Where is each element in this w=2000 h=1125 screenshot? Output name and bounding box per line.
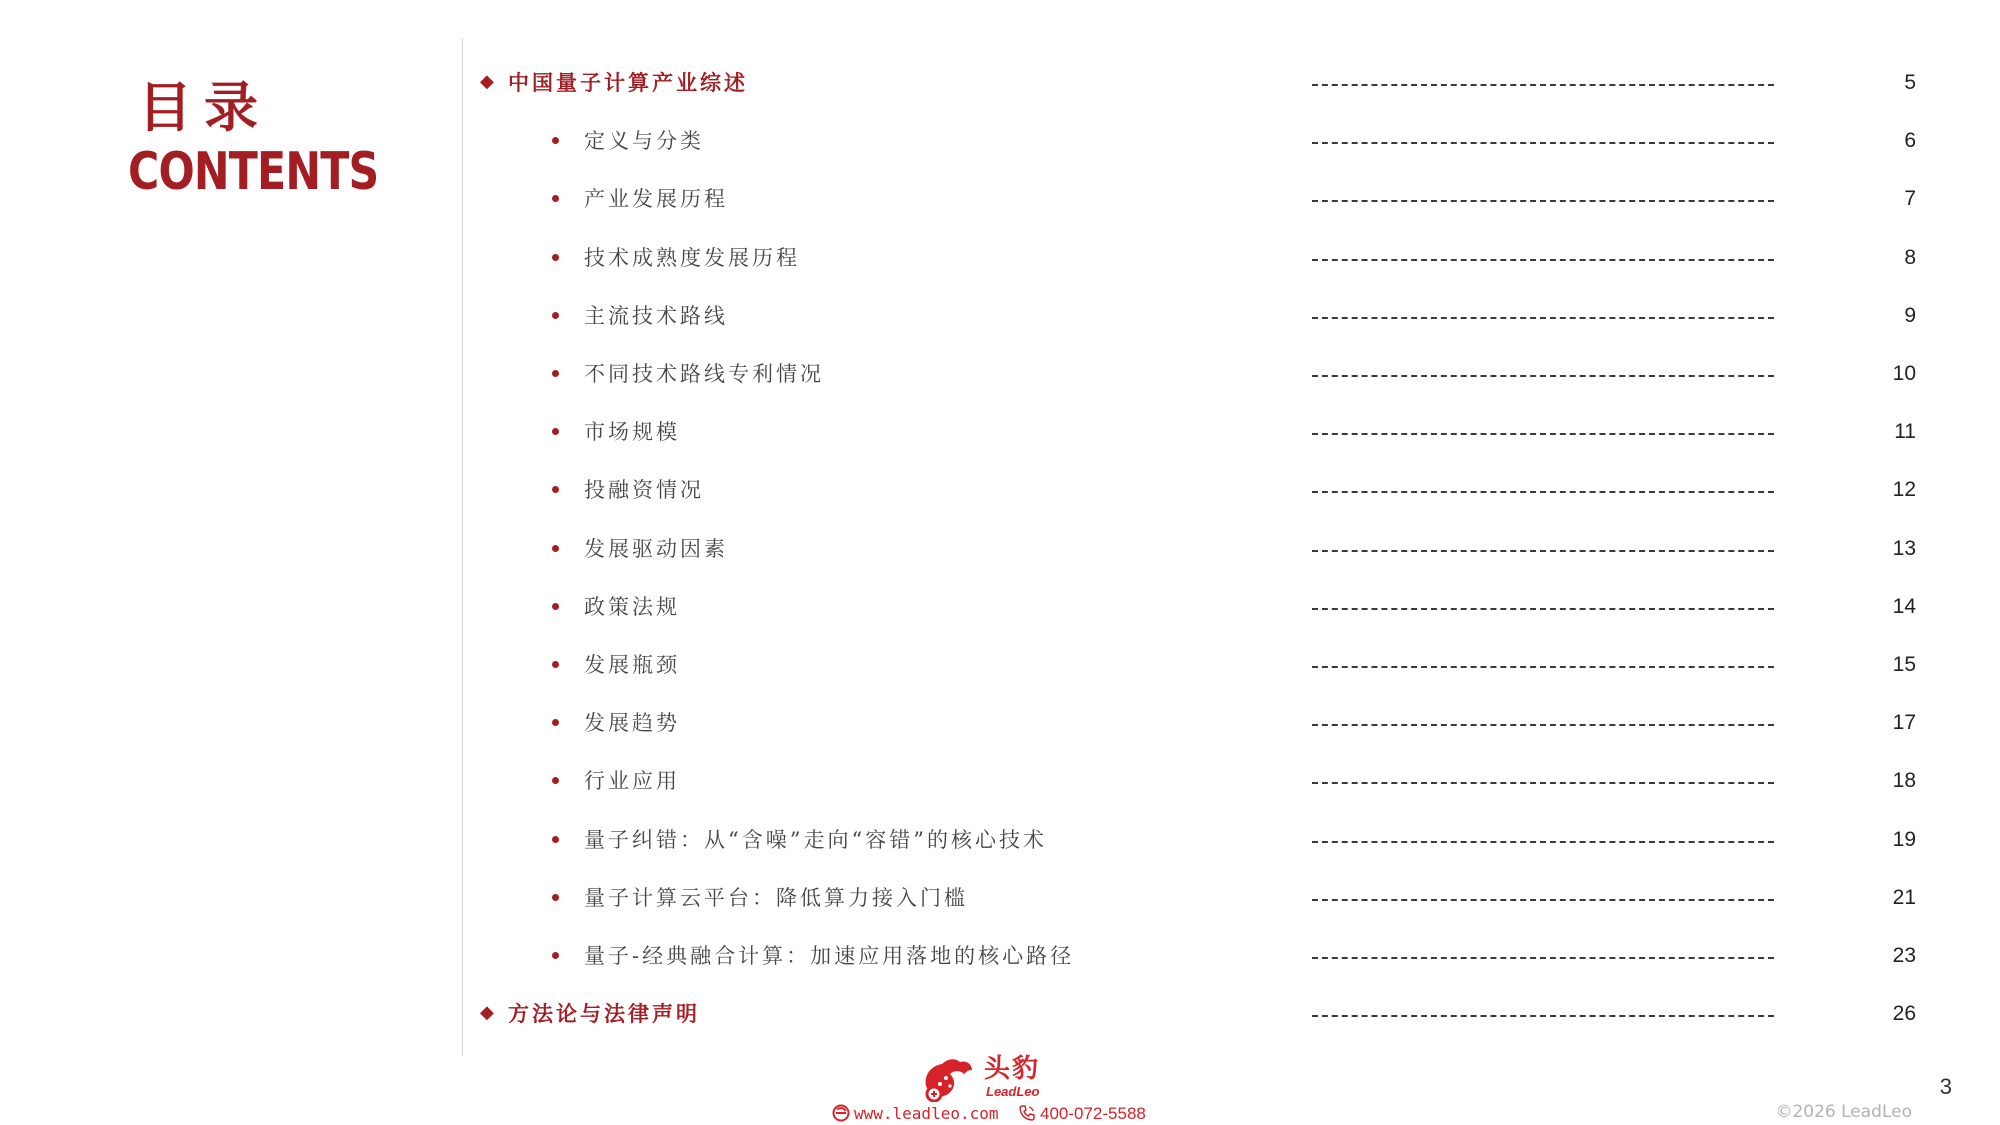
- bullet-dot-icon: [552, 661, 559, 668]
- toc-item[interactable]: [0, 592, 2000, 632]
- toc-label: 定义与分类: [584, 129, 704, 153]
- bullet-dot-icon: [552, 836, 559, 843]
- toc-page-number: 21: [1892, 886, 1916, 909]
- toc-page-number: 23: [1892, 944, 1916, 967]
- toc-section[interactable]: [0, 68, 2000, 108]
- toc-item[interactable]: [0, 243, 2000, 283]
- toc-page-number: 12: [1892, 478, 1916, 501]
- leadleo-logo: [920, 1052, 1050, 1104]
- dotted-leader: [1312, 666, 1774, 668]
- toc-item[interactable]: [0, 359, 2000, 399]
- toc-label: 主流技术路线: [584, 304, 728, 328]
- toc-item[interactable]: [0, 708, 2000, 748]
- dotted-leader: [1312, 259, 1774, 261]
- dotted-leader: [1312, 841, 1774, 843]
- toc-page-number: 13: [1892, 537, 1916, 560]
- bullet-dot-icon: [552, 603, 559, 610]
- browser-e-icon: [832, 1104, 850, 1122]
- toc-item[interactable]: [0, 475, 2000, 515]
- toc-page-number: 11: [1894, 420, 1916, 443]
- toc-page-number: 26: [1892, 1002, 1916, 1025]
- copyright-text: ©2026 LeadLeo: [1775, 1102, 1912, 1122]
- toc-page-number: 6: [1904, 129, 1916, 152]
- bullet-dot-icon: [552, 195, 559, 202]
- toc-label: 量子计算云平台：降低算力接入门槛: [584, 886, 968, 910]
- bullet-dot-icon: [552, 952, 559, 959]
- dotted-leader: [1312, 375, 1774, 377]
- toc-page-number: 9: [1904, 304, 1916, 327]
- toc-page-number: 17: [1892, 711, 1916, 734]
- dotted-leader: [1312, 724, 1774, 726]
- bullet-dot-icon: [552, 254, 559, 261]
- toc-page-number: 10: [1892, 362, 1916, 385]
- toc-item[interactable]: [0, 126, 2000, 166]
- toc-label: 投融资情况: [584, 478, 704, 502]
- toc-label: 政策法规: [584, 595, 680, 619]
- toc-item[interactable]: [0, 417, 2000, 457]
- dotted-leader: [1312, 608, 1774, 610]
- logo-text-zh: 头豹: [984, 1054, 1041, 1084]
- toc-page-number: 7: [1904, 187, 1916, 210]
- bullet-dot-icon: [552, 894, 559, 901]
- bullet-dot-icon: [552, 312, 559, 319]
- diamond-icon: ◆: [480, 71, 494, 92]
- bullet-dot-icon: [552, 137, 559, 144]
- toc-label: 量子-经典融合计算：加速应用落地的核心路径: [584, 944, 1075, 968]
- bullet-dot-icon: [552, 719, 559, 726]
- bullet-dot-icon: [552, 428, 559, 435]
- toc-label: 发展瓶颈: [584, 653, 680, 677]
- dotted-leader: [1312, 433, 1774, 435]
- toc-label: 产业发展历程: [584, 187, 728, 211]
- toc-label: 行业应用: [584, 769, 680, 793]
- bullet-dot-icon: [552, 370, 559, 377]
- toc-page-number: 15: [1892, 653, 1916, 676]
- dotted-leader: [1312, 550, 1774, 552]
- toc-item[interactable]: [0, 825, 2000, 865]
- dotted-leader: [1312, 142, 1774, 144]
- toc-page-number: 19: [1892, 828, 1916, 851]
- bullet-dot-icon: [552, 486, 559, 493]
- toc-item[interactable]: [0, 301, 2000, 341]
- toc-label: 不同技术路线专利情况: [584, 362, 824, 386]
- phone-icon: [1018, 1104, 1036, 1122]
- toc-label: 中国量子计算产业综述: [508, 70, 748, 95]
- toc-page-number: 8: [1904, 246, 1916, 269]
- toc-page-number: 18: [1892, 769, 1916, 792]
- logo-text-en: LeadLeo: [986, 1084, 1040, 1099]
- dotted-leader: [1312, 1015, 1774, 1017]
- dotted-leader: [1312, 899, 1774, 901]
- website-link[interactable]: [832, 1104, 999, 1125]
- toc-label: 量子纠错：从“含噪”走向“容错”的核心技术: [584, 828, 1047, 852]
- toc-label: 市场规模: [584, 420, 680, 444]
- diamond-icon: ◆: [480, 1002, 494, 1023]
- toc-label: 发展趋势: [584, 711, 680, 735]
- phone-link[interactable]: [1018, 1104, 1146, 1125]
- toc-label: 技术成熟度发展历程: [584, 246, 800, 270]
- toc-item[interactable]: [0, 941, 2000, 981]
- page-number: 3: [1939, 1074, 1952, 1099]
- dotted-leader: [1312, 491, 1774, 493]
- toc-section[interactable]: [0, 999, 2000, 1039]
- dotted-leader: [1312, 317, 1774, 319]
- bullet-dot-icon: [552, 545, 559, 552]
- phone-text: 400-072-5588: [1040, 1104, 1146, 1123]
- dotted-leader: [1312, 957, 1774, 959]
- dotted-leader: [1312, 200, 1774, 202]
- toc-item[interactable]: [0, 883, 2000, 923]
- dotted-leader: [1312, 782, 1774, 784]
- toc-item[interactable]: [0, 534, 2000, 574]
- toc-title-zh: 目录: [138, 75, 270, 139]
- dotted-leader: [1312, 84, 1774, 86]
- toc-label: 发展驱动因素: [584, 537, 728, 561]
- leopard-logo-icon: [920, 1056, 974, 1102]
- toc-label: 方法论与法律声明: [508, 1001, 700, 1026]
- toc-title-en: CONTENTS: [128, 142, 379, 202]
- toc-page-number: 5: [1904, 71, 1916, 94]
- toc-item[interactable]: [0, 650, 2000, 690]
- toc-item[interactable]: [0, 766, 2000, 806]
- website-text: www.leadleo.com: [854, 1104, 999, 1123]
- toc-item[interactable]: [0, 184, 2000, 224]
- toc-page-number: 14: [1892, 595, 1916, 618]
- bullet-dot-icon: [552, 777, 559, 784]
